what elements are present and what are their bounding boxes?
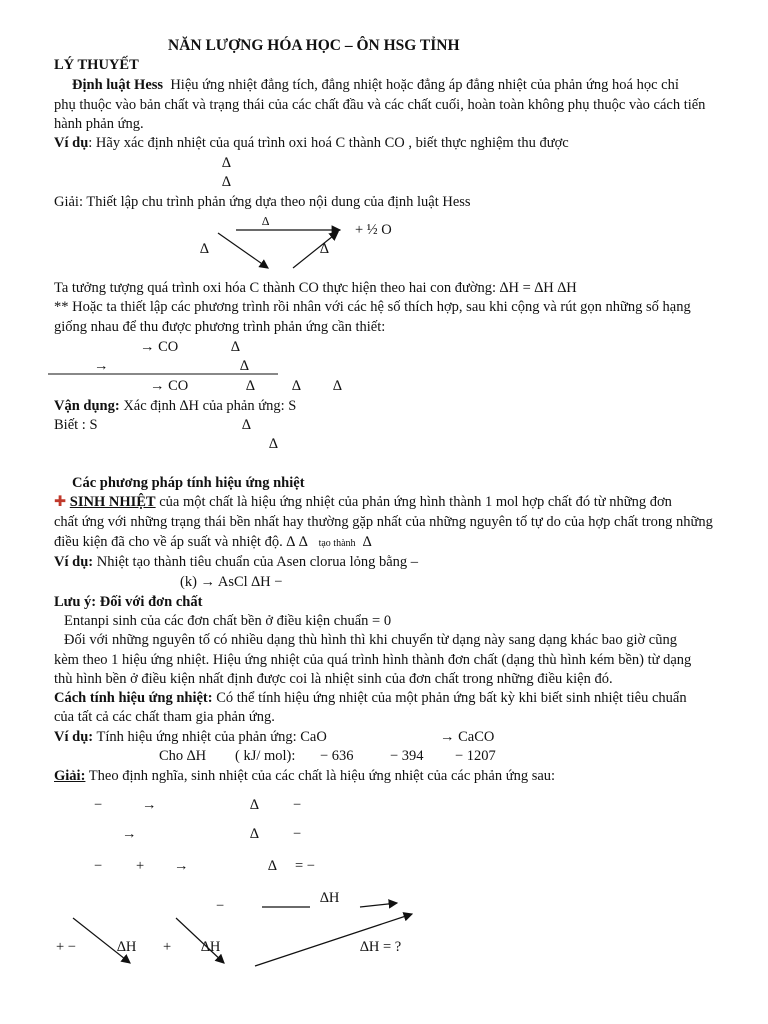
given-unit: ( kJ/ mol): <box>235 748 296 764</box>
delta-symbol: ∆ <box>333 378 342 394</box>
bullet-icon: ✚ <box>54 494 67 510</box>
hess-line-3: hành phản ứng. <box>54 116 144 132</box>
delta-symbol: ∆ <box>231 339 240 355</box>
example-3-product: → CaCO <box>440 729 495 745</box>
example-3-text: Tính hiệu ứng nhiệt của phản ứng: CaO <box>93 729 327 745</box>
cycle-dh-left: ∆H <box>117 939 137 955</box>
cycle-dh-mid: ∆H <box>201 939 221 955</box>
delta-symbol: ∆ <box>250 826 259 842</box>
cycle-dh-result: ∆H = ? <box>360 939 402 955</box>
apply-label: Vận dụng: <box>54 398 120 414</box>
cycle2-arrow-top <box>360 903 397 907</box>
given-prefix: Cho ∆H <box>159 748 207 764</box>
example-1-text: : Hãy xác định nhiệt của quá trình oxi hoá C thành CO , biết thực nghiệm thu được <box>88 135 569 151</box>
given-value-1: − 636 <box>320 748 354 764</box>
minus-symbol: − <box>293 826 302 842</box>
delta-symbol: ∆ <box>222 174 231 190</box>
minus-symbol: − <box>94 858 103 874</box>
delta-symbol: ∆ <box>240 358 249 374</box>
methods-heading: Các phương pháp tính hiệu ứng nhiệt <box>72 475 305 491</box>
calc-line-2: của tất cả các chất tham gia phản ứng. <box>54 709 275 725</box>
delta-symbol: ∆ <box>292 378 301 394</box>
given-value-3: − 1207 <box>455 748 496 764</box>
cycle-delta-right: ∆ <box>320 241 329 257</box>
arrow-symbol: → <box>142 797 157 813</box>
example-1-label: Ví dụ <box>54 135 89 151</box>
ascl-line: (k) → AsCl ∆H − <box>180 574 283 590</box>
cycle2-arrow-left <box>73 918 130 963</box>
solution-2-label: Giải: <box>54 768 86 784</box>
alt-line-2: giống nhau để thu được phương trình phản ứng cần thiết: <box>54 319 386 335</box>
equals-minus: = − <box>295 858 315 874</box>
solution-2-text: Theo định nghĩa, sinh nhiệt của các chất là hiệu ứng nhiệt của các phản ứng sau: <box>85 768 556 784</box>
solution-line: Giải: Thiết lập chu trình phản ứng dựa theo nội dung của định luật Hess <box>54 194 471 210</box>
cycle-arrow-left <box>218 233 268 268</box>
example-3-label: Ví dụ: <box>54 729 94 745</box>
cycle-dh-top: ∆H <box>320 890 340 906</box>
equation-co-sum: → CO <box>150 378 189 394</box>
example-2-text: Nhiệt tạo thành tiêu chuẩn của Asen clorua lỏng bằng – <box>93 554 419 570</box>
minus-symbol: − <box>94 797 103 813</box>
delta-symbol: ∆ <box>246 378 255 394</box>
alt-line-1: ** Hoặc ta thiết lập các phương trình rồi nhân với các hệ số thích hợp, sau khi cộng và rút gọn những số hạng <box>54 299 691 315</box>
note-line-2: Đối với những nguyên tố có nhiều dạng thù hình thì khi chuyển từ dạng này sang dạng khác bao giờ cũng <box>64 632 677 648</box>
calc-label: Cách tính hiệu ứng nhiệt: <box>54 690 213 706</box>
hess-line-2: phụ thuộc vào bản chất và trạng thái của các chất đầu và các chất cuối, hoàn toàn không phụ thuộc vào cách tiến <box>54 97 706 113</box>
note-line-3: kèm theo 1 hiệu ứng nhiệt. Hiệu ứng nhiệt của quá trình hình thành đơn chất (dạng thù hình kém bền) từ dạng <box>54 652 692 668</box>
cycle-delta-top: ∆ <box>262 214 270 228</box>
given-line: Biết : S <box>54 417 98 433</box>
minus-symbol: − <box>216 898 225 914</box>
delta-symbol: ∆ <box>222 155 231 171</box>
equation-co: → CO <box>140 339 179 355</box>
formation-subscript: tạo thành <box>318 538 356 549</box>
arrow-symbol: → <box>122 826 137 842</box>
cycle2-arrow-long <box>255 914 412 966</box>
formation-label: SINH NHIỆT <box>69 494 156 510</box>
delta-symbol: ∆ <box>268 858 277 874</box>
cycle-label: + ½ O <box>355 222 392 238</box>
example-2-label: Ví dụ: <box>54 554 94 570</box>
note-line-4: thù hình bền ở điều kiện nhất định được coi là nhiệt sinh của đơn chất trong những điều kiện đó. <box>54 671 613 687</box>
arrow-symbol: → <box>174 858 189 874</box>
calc-text-1: Có thể tính hiệu ứng nhiệt của một phản ứng bất kỳ khi biết sinh nhiệt tiêu chuẩn <box>212 690 687 706</box>
plus-symbol: + <box>163 939 172 955</box>
note-line-1: Entanpi sinh của các đơn chất bền ở điều kiện chuẩn = 0 <box>64 613 392 629</box>
plus-minus: + − <box>56 939 76 955</box>
theory-heading: LÝ THUYẾT <box>54 57 139 73</box>
formation-delta: ∆ <box>362 534 372 550</box>
cycle-arrow-right <box>293 232 338 268</box>
cycle-delta-left: ∆ <box>200 241 209 257</box>
hess-label: Định luật Hess <box>72 77 164 93</box>
plus-symbol: + <box>136 858 145 874</box>
imagine-line: Ta tưởng tượng quá trình oxi hóa C thành CO thực hiện theo hai con đường: ∆H = ∆H ∆H <box>54 280 577 296</box>
page-title: NĂN LƯỢNG HÓA HỌC – ÔN HSG TỈNH <box>168 37 460 54</box>
hess-text-1: Hiệu ứng nhiệt đẳng tích, đẳng nhiệt hoặc đẳng áp đẳng nhiệt của phản ứng hoá học chỉ <box>170 77 679 93</box>
given-value-2: − 394 <box>390 748 424 764</box>
apply-text: Xác định ∆H của phản ứng: S <box>119 398 297 414</box>
formation-text-3: điều kiện đã cho về áp suất và nhiệt độ. ∆ ∆ <box>54 534 308 550</box>
cycle2-arrow-mid <box>176 918 224 963</box>
formation-text-1: của một chất là hiệu ứng nhiệt của phản ứng hình thành 1 mol hợp chất đó từ những đơn <box>155 494 672 510</box>
formation-line-2: chất ứng với những trạng thái bền nhất hay thường gặp nhất của những nguyên tố tự do của hợp chất trong những <box>54 514 713 530</box>
equation-arrow: → <box>94 358 109 374</box>
delta-symbol: ∆ <box>269 436 278 452</box>
delta-symbol: ∆ <box>250 797 259 813</box>
minus-symbol: − <box>293 797 302 813</box>
note-label: Lưu ý: Đối với đơn chất <box>54 594 203 610</box>
delta-symbol: ∆ <box>242 417 251 433</box>
